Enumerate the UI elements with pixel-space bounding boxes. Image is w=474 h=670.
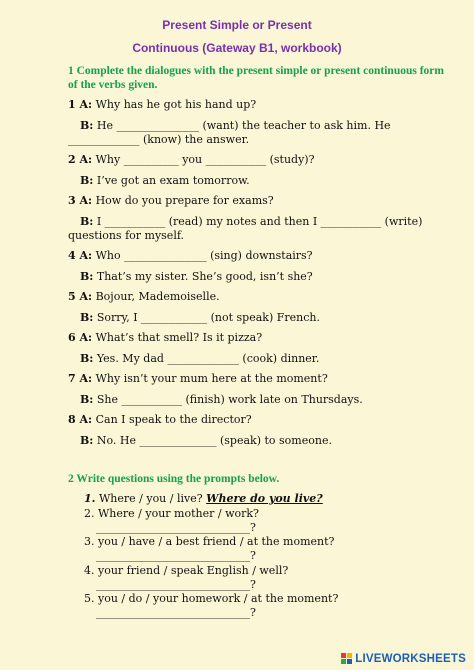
- dialogue-line: [68, 133, 249, 146]
- dialogue-line: [80, 434, 332, 447]
- item-prompt: Where / you / live?: [95, 492, 207, 505]
- line-text: I ___________ (read) my notes and then I ___________ (write): [93, 215, 423, 228]
- line-text: Why has he got his hand up?: [92, 98, 257, 111]
- answer-blank-5[interactable]: ____________________________?: [96, 606, 256, 619]
- dialogue-line: [68, 331, 262, 344]
- item-prompt: Where / your mother / work?: [94, 507, 259, 520]
- dialogue-line: [68, 194, 274, 207]
- line-text: Yes. My dad _____________ (cook) dinner.: [93, 352, 320, 365]
- speaker-label: 4 A:: [68, 249, 93, 262]
- dialogue-line: [68, 229, 184, 242]
- question-item-4: [84, 564, 288, 577]
- speaker-label: 1 A:: [68, 98, 93, 111]
- speaker-label: B:: [80, 174, 94, 187]
- dialogue-line: [80, 174, 250, 187]
- example-answer: Where do you live?: [206, 492, 323, 505]
- line-text: Sorry, I ____________ (not speak) French.: [93, 311, 320, 324]
- item-number: 2.: [84, 507, 95, 520]
- dialogue-line: [80, 352, 319, 365]
- dialogue-line: [80, 215, 422, 228]
- speaker-label: B:: [80, 434, 94, 447]
- line-text: Why isn’t your mum here at the moment?: [92, 372, 328, 385]
- line-text: Can I speak to the director?: [92, 413, 252, 426]
- speaker-label: B:: [80, 119, 94, 132]
- dialogue-line: [68, 249, 313, 262]
- line-text: He _______________ (want) the teacher to ask him. He: [93, 119, 391, 132]
- question-item-2: [84, 507, 259, 520]
- speaker-label: B:: [80, 270, 94, 283]
- item-number: 4.: [84, 564, 95, 577]
- item-prompt: you / do / your homework / at the moment?: [94, 592, 339, 605]
- line-text: No. He ______________ (speak) to someone.: [93, 434, 332, 447]
- line-text: I’ve got an exam tomorrow.: [93, 174, 250, 187]
- speaker-label: 8 A:: [68, 413, 93, 426]
- line-text: How do you prepare for exams?: [92, 194, 274, 207]
- item-prompt: your friend / speak English / well?: [94, 564, 289, 577]
- speaker-label: B:: [80, 311, 94, 324]
- item-number: 3.: [84, 535, 95, 548]
- speaker-label: B:: [80, 215, 94, 228]
- line-text: Bojour, Mademoiselle.: [92, 290, 220, 303]
- dialogue-line: [68, 372, 328, 385]
- speaker-label: 7 A:: [68, 372, 93, 385]
- dialogue-line: [80, 393, 363, 406]
- dialogue-line: [80, 119, 391, 132]
- speaker-label: B:: [80, 393, 94, 406]
- item-number: 1.: [84, 492, 96, 505]
- line-text: questions for myself.: [68, 229, 185, 242]
- answer-blank-3[interactable]: ____________________________?: [96, 549, 256, 562]
- question-item-3: [84, 535, 334, 548]
- title-line-2: Continuous (Gateway B1, workbook): [132, 41, 342, 55]
- brand-name: LIVEWORKSHEETS: [355, 653, 466, 665]
- speaker-label: B:: [80, 352, 94, 365]
- answer-blank-4[interactable]: ____________________________?: [96, 578, 256, 591]
- line-text: Why __________ you ___________ (study)?: [92, 153, 315, 166]
- line-text: She ___________ (finish) work late on Thursdays.: [93, 393, 363, 406]
- line-text: Who _______________ (sing) downstairs?: [92, 249, 313, 262]
- dialogue-line: [80, 270, 313, 283]
- dialogue-line: [80, 311, 320, 324]
- item-prompt: you / have / a best friend / at the moment?: [94, 535, 335, 548]
- exercise2-instruction: 2 Write questions using the prompts below.: [68, 473, 280, 485]
- dialogue-line: [68, 290, 220, 303]
- speaker-label: 3 A:: [68, 194, 93, 207]
- item-number: 5.: [84, 592, 95, 605]
- answer-blank-2[interactable]: ____________________________?: [96, 521, 256, 534]
- line-text: What’s that smell? Is it pizza?: [92, 331, 263, 344]
- liveworksheets-footer[interactable]: [341, 652, 466, 666]
- speaker-label: 2 A:: [68, 153, 93, 166]
- title-line-1: Present Simple or Present: [162, 18, 312, 32]
- speaker-label: 5 A:: [68, 290, 93, 303]
- dialogue-line: [68, 98, 256, 111]
- line-text: That’s my sister. She’s good, isn’t she?: [93, 270, 313, 283]
- line-text: _____________ (know) the answer.: [68, 133, 250, 146]
- dialogue-line: [68, 153, 315, 166]
- liveworksheets-logo-icon: [341, 653, 353, 665]
- speaker-label: 6 A:: [68, 331, 93, 344]
- question-item-5: [84, 592, 338, 605]
- exercise1-instruction: 1 Complete the dialogues with the present simple or present continuous form of the verbs given.: [68, 65, 444, 91]
- question-item-1: [84, 492, 323, 505]
- dialogue-line: [68, 413, 252, 426]
